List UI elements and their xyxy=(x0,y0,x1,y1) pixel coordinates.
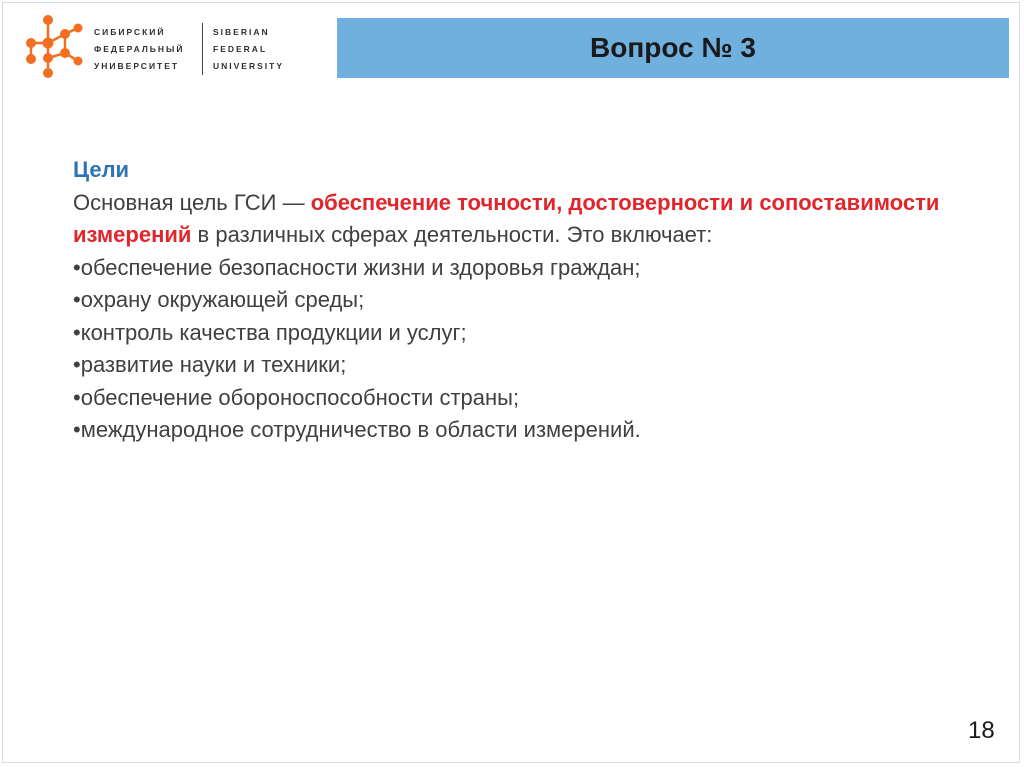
slide xyxy=(2,2,1020,763)
bullet-item: •развитие науки и техники; xyxy=(73,352,347,377)
logo-ru-line: УНИВЕРСИТЕТ xyxy=(94,61,180,71)
university-logo xyxy=(18,13,308,83)
logo-text-en xyxy=(213,24,284,75)
bullet-item: •обеспечение обороноспособности страны; xyxy=(73,384,520,410)
section-heading: Цели xyxy=(73,157,130,182)
intro-highlight: обеспечение точности, достоверности и сопоставимости измерений xyxy=(73,189,940,247)
intro-suffix: в различных сферах деятельности. Это включает: xyxy=(191,222,713,247)
bullet-item: •обеспечение безопасности жизни и здоровья граждан; xyxy=(73,254,641,280)
logo-ru-line: ФЕДЕРАЛЬНЫЙ xyxy=(94,44,185,54)
logo-text-ru xyxy=(94,24,184,75)
title-bar xyxy=(337,18,1009,78)
page-number: 18 xyxy=(968,717,995,744)
university-emblem-icon xyxy=(18,13,84,79)
logo-en-line: FEDERAL xyxy=(213,44,268,54)
intro-paragraph xyxy=(73,187,973,252)
intro-prefix: Основная цель ГСИ — xyxy=(73,189,311,215)
bullet-item: •контроль качества продукции и услуг; xyxy=(73,319,467,345)
bullet-item: •охрану окружающей среды; xyxy=(73,287,365,312)
slide-title: Вопрос № 3 xyxy=(590,32,756,63)
bullet-item: •международное сотрудничество в области измерений. xyxy=(73,417,641,442)
logo-ru-line: СИБИРСКИЙ xyxy=(94,27,166,37)
logo-en-line: UNIVERSITY xyxy=(213,61,285,71)
logo-en-line: SIBERIAN xyxy=(213,27,270,37)
slide-content xyxy=(73,154,973,447)
logo-divider xyxy=(202,23,203,75)
